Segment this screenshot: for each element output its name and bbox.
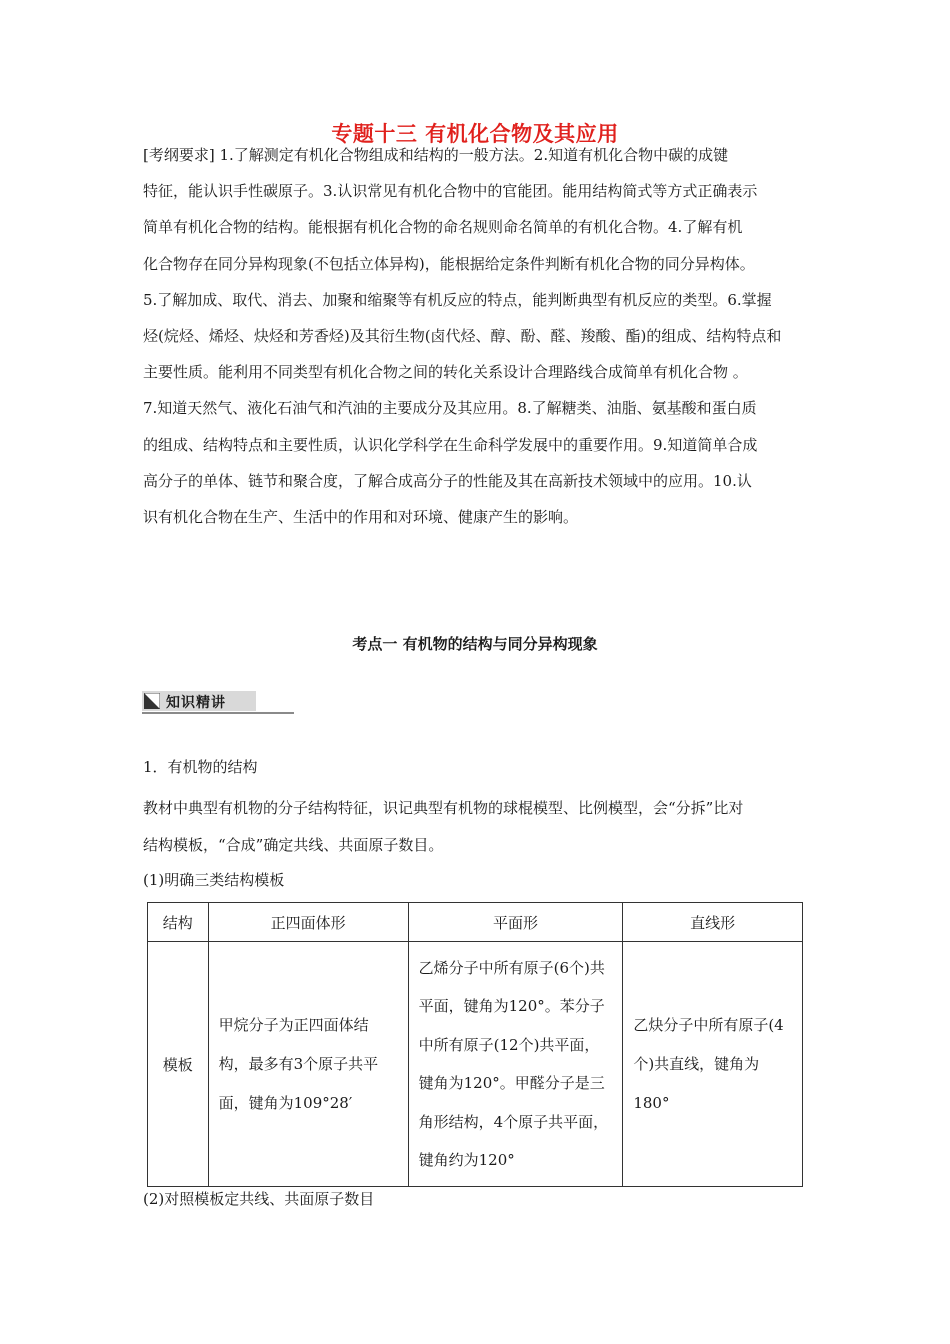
point1-line: 结构模板，“合成”确定共线、共面原子数目。 xyxy=(143,836,444,854)
intro-line: 简单有机化合物的结构。能根据有机化合物的命名规则命名简单的有机化合物。4.了解有机 xyxy=(143,218,743,237)
table-header-cell: 正四面体形 xyxy=(208,903,408,942)
knowledge-banner xyxy=(142,691,294,715)
table-cell-planar: 乙烯分子中所有原子(6个)共平面，键角为120°。苯分子中所有原子(12个)共平面，键角为120°。甲醛分子是三角形结构，4个原子共平面，键角约为120° xyxy=(408,942,623,1187)
intro-line: 5.了解加成、取代、消去、加聚和缩聚等有机反应的特点，能判断典型有机反应的类型。6.掌握 xyxy=(143,290,772,309)
table-cell-linear: 乙炔分子中所有原子(4个)共直线，键角为180° xyxy=(623,942,803,1187)
intro-line: 高分子的单体、链节和聚合度，了解合成高分子的性能及其在高新技术领域中的应用。10.认 xyxy=(143,471,752,490)
page-title: 专题十三 有机化合物及其应用 xyxy=(331,122,619,146)
table-header-row xyxy=(148,903,803,942)
intro-line: 7.知道天然气、液化石油气和汽油的主要成分及其应用。8.了解糖类、油脂、氨基酸和蛋白质 xyxy=(143,399,757,418)
intro-line: 烃(烷烃、烯烃、炔烃和芳香烃)及其衍生物(卤代烃、醇、酚、醛、羧酸、酯)的组成、结构特点和 xyxy=(143,327,782,346)
subheading-compare: (2)对照模板定共线、共面原子数目 xyxy=(143,1190,375,1208)
intro-line: 化合物存在同分异构现象(不包括立体异构)，能根据给定条件判断有机化合物的同分异构体。 xyxy=(143,254,755,273)
table-header-cell: 平面形 xyxy=(408,903,623,942)
intro-line: 的组成、结构特点和主要性质，认识化学科学在生命科学发展中的重要作用。9.知道简单合成 xyxy=(143,435,758,454)
table-row-label: 模板 xyxy=(148,942,209,1187)
banner-label: 知识精讲 xyxy=(166,695,226,711)
table-row xyxy=(148,942,803,1187)
subheading-templates: (1)明确三类结构模板 xyxy=(143,871,285,889)
diagonal-corner-icon xyxy=(144,693,160,709)
table-header-cell: 直线形 xyxy=(623,903,803,942)
exam-requirements xyxy=(143,137,813,535)
structure-template-table xyxy=(147,902,803,1187)
point1-heading: 1．有机物的结构 xyxy=(143,758,258,776)
intro-line: 主要性质。能利用不同类型有机化合物之间的转化关系设计合理路线合成简单有机化合物 。 xyxy=(143,363,748,382)
intro-line: 识有机化合物在生产、生活中的作用和对环境、健康产生的影响。 xyxy=(143,508,579,527)
point1-line: 教材中典型有机物的分子结构特征，识记典型有机物的球棍模型、比例模型，会“分拆”比对 xyxy=(143,799,744,817)
intro-line: 特征，能认识手性碳原子。3.认识常见有机化合物中的官能团。能用结构简式等方式正确表示 xyxy=(143,182,758,201)
intro-line: [考纲要求] 1.了解测定有机化合物组成和结构的一般方法。2.知道有机化合物中碳的成键 xyxy=(143,146,729,164)
table-cell-tetrahedral: 甲烷分子为正四面体结构，最多有3个原子共平面，键角为109°28′ xyxy=(208,942,408,1187)
table-header-cell: 结构 xyxy=(148,903,209,942)
section-title: 考点一 有机物的结构与同分异构现象 xyxy=(352,635,598,653)
point1-text xyxy=(143,790,813,864)
banner-underline xyxy=(142,712,294,714)
